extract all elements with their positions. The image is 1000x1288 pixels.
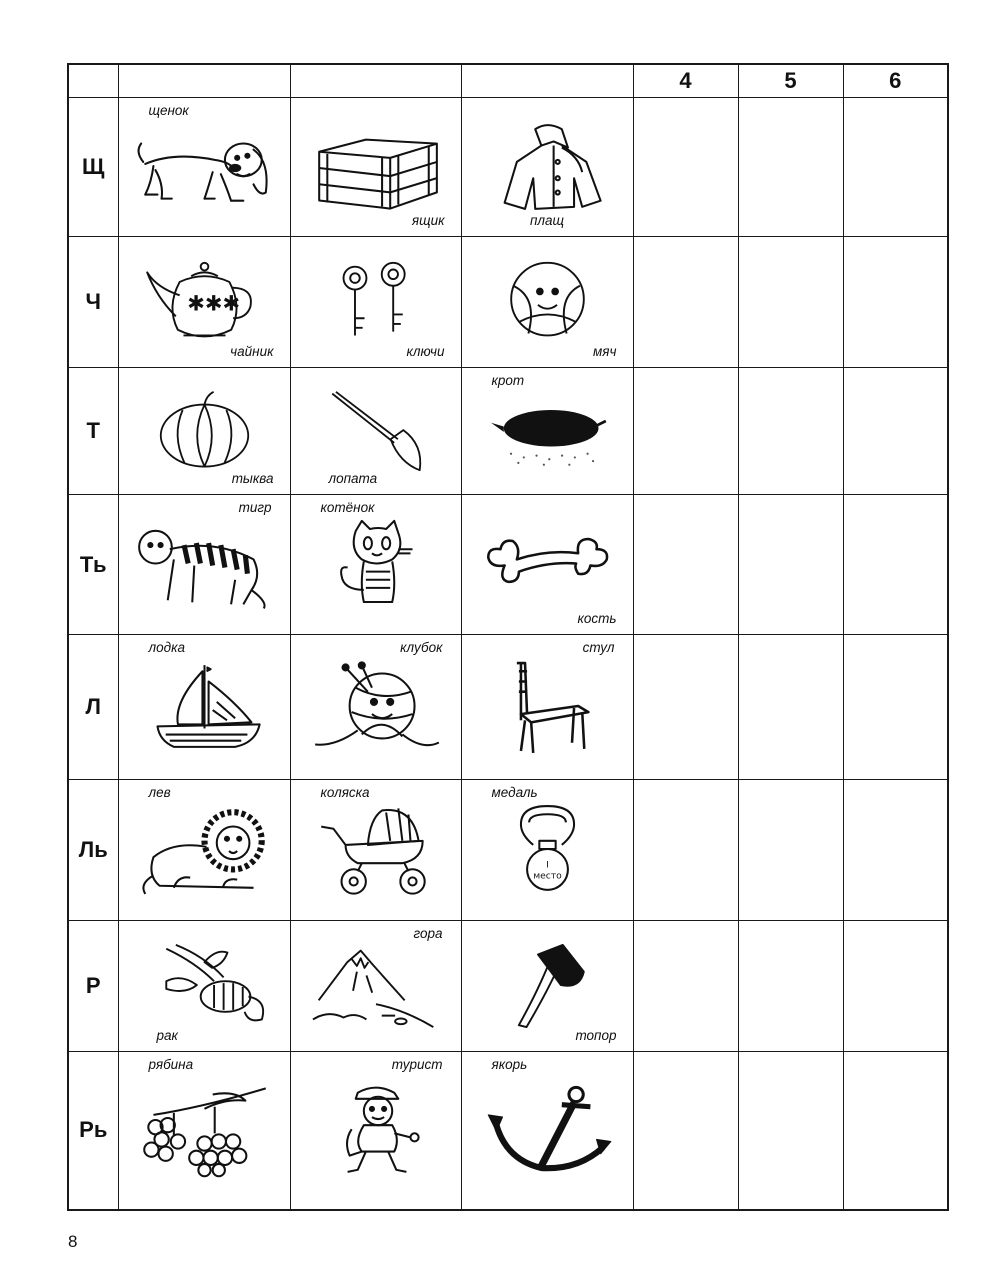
word-label: плащ xyxy=(529,213,565,228)
word-label: котёнок xyxy=(320,500,375,515)
word-label: гора xyxy=(413,926,443,941)
pumpkin-icon xyxy=(133,390,276,472)
answer-cell[interactable] xyxy=(738,98,843,237)
answer-cell[interactable] xyxy=(843,1052,948,1210)
word-label: лопата xyxy=(328,471,378,486)
table-row xyxy=(68,635,948,780)
keys-icon xyxy=(305,259,447,345)
table-row xyxy=(68,921,948,1052)
table-row xyxy=(68,368,948,495)
answer-cell[interactable] xyxy=(633,98,738,237)
picture-cell xyxy=(290,780,461,921)
word-label: тыква xyxy=(231,471,274,486)
yarn-ball-icon xyxy=(305,657,447,757)
teapot-icon xyxy=(133,259,276,345)
answer-cell[interactable] xyxy=(738,237,843,368)
answer-cell[interactable] xyxy=(633,635,738,780)
mole-icon xyxy=(476,390,619,472)
answer-cell[interactable] xyxy=(843,368,948,495)
picture-cell xyxy=(118,495,290,635)
table-row xyxy=(68,98,948,237)
header-column-4: 4 xyxy=(633,64,738,98)
answer-cell[interactable] xyxy=(738,780,843,921)
word-label: кость xyxy=(577,611,617,626)
picture-cell xyxy=(118,368,290,495)
anchor-icon xyxy=(476,1074,619,1187)
picture-cell xyxy=(461,237,633,368)
table-row xyxy=(68,495,948,635)
raincoat-icon xyxy=(476,120,619,214)
answer-cell[interactable] xyxy=(633,368,738,495)
sound-picture-table xyxy=(67,63,949,1211)
picture-cell xyxy=(461,780,633,921)
picture-cell xyxy=(461,1052,633,1210)
letter-cell: Щ xyxy=(68,98,118,237)
letter-cell: Т xyxy=(68,368,118,495)
header-column-6: 6 xyxy=(843,64,948,98)
table-row xyxy=(68,1052,948,1210)
medal-label: I место xyxy=(532,859,562,882)
picture-cell xyxy=(461,921,633,1052)
header-column-5: 5 xyxy=(738,64,843,98)
word-label: турист xyxy=(391,1057,443,1072)
page-number: 8 xyxy=(68,1232,78,1251)
puppy-icon xyxy=(133,120,276,214)
picture-cell xyxy=(118,237,290,368)
header-picture-cell-1 xyxy=(118,64,290,98)
answer-cell[interactable] xyxy=(738,368,843,495)
word-label: мяч xyxy=(593,344,617,359)
chair-icon xyxy=(476,657,619,757)
picture-cell xyxy=(118,780,290,921)
table-row xyxy=(68,237,948,368)
ball-icon xyxy=(476,259,619,345)
header-letter-cell xyxy=(68,64,118,98)
letter-cell: Ль xyxy=(68,780,118,921)
picture-cell xyxy=(290,495,461,635)
answer-cell[interactable] xyxy=(633,495,738,635)
lion-icon xyxy=(133,802,276,898)
answer-cell[interactable] xyxy=(843,635,948,780)
word-label: лодка xyxy=(148,640,185,655)
word-label: ящик xyxy=(411,213,445,228)
picture-cell xyxy=(290,921,461,1052)
answer-cell[interactable] xyxy=(633,921,738,1052)
header-picture-cell-2 xyxy=(290,64,461,98)
answer-cell[interactable] xyxy=(843,780,948,921)
table-row xyxy=(68,780,948,921)
svg-text:✱✱✱: ✱✱✱ xyxy=(186,290,240,316)
word-label: рябина xyxy=(148,1057,194,1072)
word-label: лев xyxy=(148,785,171,800)
word-label: ключи xyxy=(406,344,445,359)
picture-cell xyxy=(290,368,461,495)
word-label: стул xyxy=(582,640,615,655)
picture-cell xyxy=(118,635,290,780)
crate-icon xyxy=(305,120,447,214)
word-label: тигр xyxy=(238,500,272,515)
mountain-icon xyxy=(305,943,447,1029)
shovel-icon xyxy=(305,390,447,472)
picture-cell xyxy=(461,368,633,495)
answer-cell[interactable] xyxy=(738,495,843,635)
header-row xyxy=(68,64,948,98)
bone-icon xyxy=(476,517,619,612)
word-label: топор xyxy=(575,1028,617,1043)
answer-cell[interactable] xyxy=(738,921,843,1052)
picture-cell xyxy=(290,635,461,780)
answer-cell[interactable] xyxy=(633,237,738,368)
stroller-icon xyxy=(305,802,447,898)
word-label: клубок xyxy=(400,640,443,655)
word-label: коляска xyxy=(320,785,370,800)
tiger-icon xyxy=(133,517,276,612)
picture-cell xyxy=(461,98,633,237)
kitten-icon xyxy=(305,517,447,612)
picture-cell xyxy=(118,98,290,237)
sailboat-icon xyxy=(133,657,276,757)
answer-cell[interactable] xyxy=(843,237,948,368)
word-label: якорь xyxy=(491,1057,528,1072)
answer-cell[interactable] xyxy=(633,780,738,921)
word-label: чайник xyxy=(230,344,274,359)
axe-icon xyxy=(476,943,619,1029)
answer-cell[interactable] xyxy=(633,1052,738,1210)
rowan-berries-icon xyxy=(133,1074,276,1187)
picture-cell xyxy=(461,635,633,780)
letter-cell: Ч xyxy=(68,237,118,368)
answer-cell[interactable] xyxy=(843,495,948,635)
header-picture-cell-3 xyxy=(461,64,633,98)
picture-cell xyxy=(461,495,633,635)
word-label: щенок xyxy=(148,103,189,118)
word-label: рак xyxy=(156,1028,178,1043)
crayfish-icon xyxy=(133,943,276,1029)
picture-cell xyxy=(290,98,461,237)
answer-cell[interactable] xyxy=(843,98,948,237)
answer-cell[interactable] xyxy=(843,921,948,1052)
picture-cell xyxy=(118,1052,290,1210)
answer-cell[interactable] xyxy=(738,1052,843,1210)
picture-cell xyxy=(290,1052,461,1210)
word-label: медаль xyxy=(491,785,538,800)
medal-icon xyxy=(476,802,619,898)
letter-cell: Ть xyxy=(68,495,118,635)
picture-cell xyxy=(118,921,290,1052)
picture-cell xyxy=(290,237,461,368)
letter-cell: Рь xyxy=(68,1052,118,1210)
hiker-icon xyxy=(305,1074,447,1187)
word-label: крот xyxy=(491,373,525,388)
letter-cell: Р xyxy=(68,921,118,1052)
answer-cell[interactable] xyxy=(738,635,843,780)
letter-cell: Л xyxy=(68,635,118,780)
